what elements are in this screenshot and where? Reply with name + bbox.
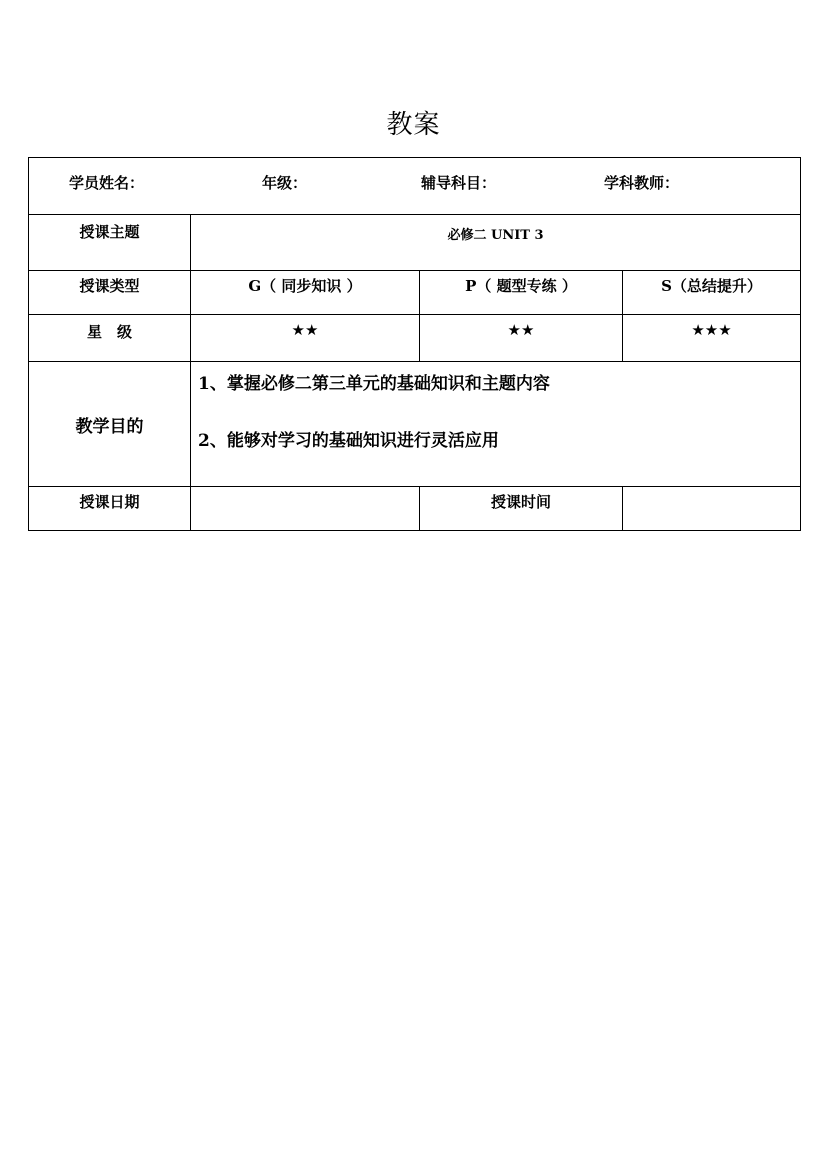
star-level-s: ★★★ bbox=[623, 315, 801, 362]
lesson-type-p: P（ 题型专练 ） bbox=[420, 271, 623, 315]
star-level-label: 星 级 bbox=[29, 315, 191, 362]
lesson-type-label: 授课类型 bbox=[29, 271, 191, 315]
lesson-time-label: 授课时间 bbox=[420, 487, 623, 531]
grade-label: 年级： bbox=[262, 174, 308, 192]
teaching-goal-item: 2、能够对学习的基础知识进行灵活应用 bbox=[198, 431, 499, 451]
star-level-p: ★★ bbox=[420, 315, 623, 362]
teaching-goals-row bbox=[29, 362, 801, 487]
document-title: 教案 bbox=[386, 110, 441, 140]
topic-value: 必修二 UNIT 3 bbox=[191, 215, 801, 271]
star-level-g: ★★ bbox=[191, 315, 420, 362]
subject-label: 辅导科目： bbox=[421, 174, 497, 192]
teacher-label: 学科教师： bbox=[604, 174, 680, 192]
schedule-row bbox=[29, 487, 801, 531]
teaching-goal-item: 1、掌握必修二第三单元的基础知识和主题内容 bbox=[198, 374, 550, 394]
lesson-type-s: S（总结提升） bbox=[623, 271, 801, 315]
student-info-cell bbox=[29, 158, 801, 215]
topic-label: 授课主题 bbox=[29, 215, 191, 271]
teaching-goals-cell bbox=[191, 362, 801, 487]
lesson-date-value[interactable] bbox=[191, 487, 420, 531]
teaching-goals-list bbox=[191, 362, 800, 453]
lesson-date-label: 授课日期 bbox=[29, 487, 191, 531]
lesson-type-row bbox=[29, 271, 801, 315]
lesson-time-value[interactable] bbox=[623, 487, 801, 531]
lesson-type-g: G（ 同步知识 ） bbox=[191, 271, 420, 315]
topic-row bbox=[29, 215, 801, 271]
student-info-row bbox=[29, 158, 801, 215]
star-level-row bbox=[29, 315, 801, 362]
student-name-label: 学员姓名： bbox=[69, 174, 145, 192]
teaching-goals-label: 教学目的 bbox=[29, 362, 191, 487]
lesson-plan-table bbox=[28, 157, 801, 531]
